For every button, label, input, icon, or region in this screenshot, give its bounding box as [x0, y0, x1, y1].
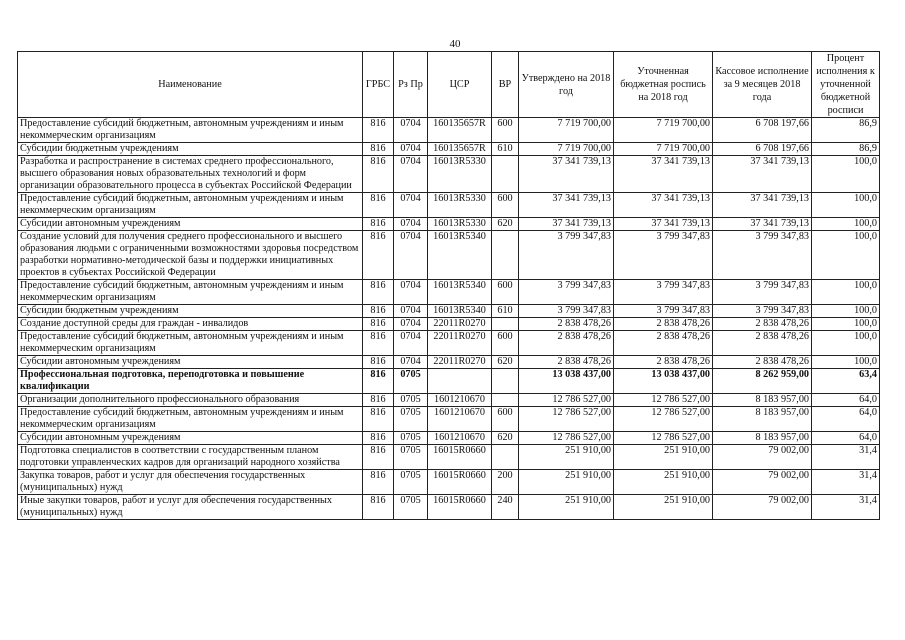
cell-refined: 12 786 527,00: [614, 407, 713, 432]
cell-cash: 3 799 347,83: [713, 305, 812, 318]
cell-csr: 22011R0270: [428, 318, 492, 331]
cell-name: Организации дополнительного профессионального образования: [18, 394, 363, 407]
cell-grbs: 816: [363, 470, 394, 495]
cell-grbs: 816: [363, 218, 394, 231]
col-header-vr: ВР: [492, 52, 519, 118]
table-row: [18, 445, 880, 470]
table-row: [18, 193, 880, 218]
table-row: [18, 143, 880, 156]
cell-name: Субсидии бюджетным учреждениям: [18, 305, 363, 318]
cell-approved: 3 799 347,83: [519, 305, 614, 318]
col-header-refined: Уточненная бюджетная роспись на 2018 год: [614, 52, 713, 118]
cell-cash: 3 799 347,83: [713, 231, 812, 280]
cell-rzpr: 0704: [394, 331, 428, 356]
cell-percent: 100,0: [812, 218, 880, 231]
cell-approved: 3 799 347,83: [519, 231, 614, 280]
cell-percent: 63,4: [812, 369, 880, 394]
cell-vr: 610: [492, 305, 519, 318]
cell-percent: 64,0: [812, 407, 880, 432]
col-header-name: Наименование: [18, 52, 363, 118]
table-row: [18, 231, 880, 280]
table-row: [18, 318, 880, 331]
cell-name: Создание условий для получения среднего профессионального и высшего образования людьми с ограниченными возможностями здоровья посредством разработки нормативно-методической базы и поддержки инициативных проектов в субъектах Российской Федерации: [18, 231, 363, 280]
cell-rzpr: 0705: [394, 394, 428, 407]
cell-grbs: 816: [363, 394, 394, 407]
cell-grbs: 816: [363, 193, 394, 218]
cell-cash: 6 708 197,66: [713, 143, 812, 156]
cell-cash: 8 262 959,00: [713, 369, 812, 394]
cell-cash: 2 838 478,26: [713, 331, 812, 356]
cell-approved: 12 786 527,00: [519, 432, 614, 445]
cell-cash: 37 341 739,13: [713, 218, 812, 231]
cell-csr: 16013R5340: [428, 231, 492, 280]
table-row: [18, 305, 880, 318]
cell-grbs: 816: [363, 369, 394, 394]
cell-vr: 600: [492, 407, 519, 432]
cell-rzpr: 0705: [394, 470, 428, 495]
cell-csr: 160135657R: [428, 143, 492, 156]
cell-grbs: 816: [363, 407, 394, 432]
cell-csr: 160135657R: [428, 118, 492, 143]
cell-approved: 251 910,00: [519, 495, 614, 520]
cell-refined: 251 910,00: [614, 495, 713, 520]
cell-refined: 3 799 347,83: [614, 280, 713, 305]
cell-cash: 8 183 957,00: [713, 407, 812, 432]
cell-vr: 600: [492, 193, 519, 218]
cell-percent: 100,0: [812, 356, 880, 369]
cell-approved: 37 341 739,13: [519, 156, 614, 193]
table-header: [18, 52, 880, 118]
cell-vr: [492, 318, 519, 331]
table-row: [18, 394, 880, 407]
cell-grbs: 816: [363, 445, 394, 470]
cell-csr: 16013R5340: [428, 280, 492, 305]
cell-approved: 12 786 527,00: [519, 407, 614, 432]
cell-rzpr: 0704: [394, 218, 428, 231]
cell-csr: [428, 369, 492, 394]
cell-vr: 600: [492, 118, 519, 143]
cell-grbs: 816: [363, 280, 394, 305]
cell-refined: 2 838 478,26: [614, 318, 713, 331]
cell-grbs: 816: [363, 432, 394, 445]
col-header-cash: Кассовое исполнение за 9 месяцев 2018 года: [713, 52, 812, 118]
cell-refined: 251 910,00: [614, 445, 713, 470]
cell-vr: 600: [492, 331, 519, 356]
cell-percent: 64,0: [812, 432, 880, 445]
col-header-percent: Процент исполнения к уточненной бюджетной росписи: [812, 52, 880, 118]
cell-grbs: 816: [363, 231, 394, 280]
cell-percent: 100,0: [812, 318, 880, 331]
cell-name: Предоставление субсидий бюджетным, автономным учреждениям и иным некоммерческим организациям: [18, 118, 363, 143]
cell-percent: 100,0: [812, 331, 880, 356]
cell-cash: 3 799 347,83: [713, 280, 812, 305]
table-row: [18, 118, 880, 143]
cell-grbs: 816: [363, 356, 394, 369]
cell-refined: 13 038 437,00: [614, 369, 713, 394]
cell-name: Субсидии автономным учреждениям: [18, 356, 363, 369]
cell-name: Предоставление субсидий бюджетным, автономным учреждениям и иным некоммерческим организациям: [18, 407, 363, 432]
cell-name: Предоставление субсидий бюджетным, автономным учреждениям и иным некоммерческим организациям: [18, 193, 363, 218]
cell-vr: 620: [492, 218, 519, 231]
table-row: [18, 156, 880, 193]
cell-vr: [492, 369, 519, 394]
cell-cash: 37 341 739,13: [713, 193, 812, 218]
cell-name: Подготовка специалистов в соответствии с государственным планом подготовки управленческих кадров для организаций народного хозяйства: [18, 445, 363, 470]
cell-percent: 100,0: [812, 193, 880, 218]
cell-refined: 3 799 347,83: [614, 305, 713, 318]
cell-approved: 2 838 478,26: [519, 356, 614, 369]
cell-cash: 79 002,00: [713, 445, 812, 470]
cell-approved: 2 838 478,26: [519, 331, 614, 356]
cell-approved: 3 799 347,83: [519, 280, 614, 305]
cell-refined: 7 719 700,00: [614, 143, 713, 156]
cell-vr: 600: [492, 280, 519, 305]
col-header-csr: ЦСР: [428, 52, 492, 118]
cell-rzpr: 0704: [394, 356, 428, 369]
cell-approved: 251 910,00: [519, 445, 614, 470]
cell-rzpr: 0704: [394, 318, 428, 331]
cell-rzpr: 0705: [394, 432, 428, 445]
col-header-rzpr: Рз Пр: [394, 52, 428, 118]
table-row: [18, 470, 880, 495]
cell-refined: 7 719 700,00: [614, 118, 713, 143]
table-row: [18, 495, 880, 520]
cell-name: Создание доступной среды для граждан - инвалидов: [18, 318, 363, 331]
cell-refined: 2 838 478,26: [614, 331, 713, 356]
cell-percent: 100,0: [812, 305, 880, 318]
cell-name: Предоставление субсидий бюджетным, автономным учреждениям и иным некоммерческим организациям: [18, 280, 363, 305]
cell-rzpr: 0705: [394, 495, 428, 520]
cell-rzpr: 0705: [394, 369, 428, 394]
cell-vr: 610: [492, 143, 519, 156]
cell-approved: 7 719 700,00: [519, 143, 614, 156]
cell-name: Предоставление субсидий бюджетным, автономным учреждениям и иным некоммерческим организациям: [18, 331, 363, 356]
cell-refined: 37 341 739,13: [614, 218, 713, 231]
cell-grbs: 816: [363, 156, 394, 193]
cell-grbs: 816: [363, 331, 394, 356]
cell-rzpr: 0704: [394, 231, 428, 280]
cell-csr: 16015R0660: [428, 495, 492, 520]
cell-rzpr: 0704: [394, 280, 428, 305]
cell-rzpr: 0704: [394, 118, 428, 143]
cell-percent: 86,9: [812, 118, 880, 143]
cell-approved: 12 786 527,00: [519, 394, 614, 407]
cell-vr: 620: [492, 432, 519, 445]
cell-rzpr: 0705: [394, 445, 428, 470]
cell-cash: 6 708 197,66: [713, 118, 812, 143]
cell-percent: 64,0: [812, 394, 880, 407]
cell-csr: 22011R0270: [428, 356, 492, 369]
table-row: [18, 407, 880, 432]
cell-rzpr: 0704: [394, 305, 428, 318]
cell-refined: 37 341 739,13: [614, 193, 713, 218]
cell-grbs: 816: [363, 318, 394, 331]
cell-percent: 31,4: [812, 495, 880, 520]
cell-rzpr: 0704: [394, 156, 428, 193]
cell-cash: 79 002,00: [713, 495, 812, 520]
cell-approved: 13 038 437,00: [519, 369, 614, 394]
cell-vr: [492, 445, 519, 470]
cell-csr: 1601210670: [428, 432, 492, 445]
page-number: 40: [449, 38, 461, 50]
cell-rzpr: 0704: [394, 193, 428, 218]
cell-approved: 37 341 739,13: [519, 193, 614, 218]
table-body: [18, 118, 880, 520]
cell-csr: 16013R5330: [428, 193, 492, 218]
table-row: [18, 331, 880, 356]
table-row: [18, 280, 880, 305]
cell-grbs: 816: [363, 305, 394, 318]
cell-cash: 2 838 478,26: [713, 318, 812, 331]
cell-grbs: 816: [363, 143, 394, 156]
table-row: [18, 369, 880, 394]
cell-percent: 86,9: [812, 143, 880, 156]
cell-name: Субсидии бюджетным учреждениям: [18, 143, 363, 156]
col-header-grbs: ГРБС: [363, 52, 394, 118]
cell-name: Профессиональная подготовка, переподготовка и повышение квалификации: [18, 369, 363, 394]
budget-execution-table: [17, 51, 880, 520]
cell-cash: 8 183 957,00: [713, 432, 812, 445]
cell-cash: 79 002,00: [713, 470, 812, 495]
cell-name: Субсидии автономным учреждениям: [18, 432, 363, 445]
table-row: [18, 356, 880, 369]
cell-vr: [492, 394, 519, 407]
cell-csr: 1601210670: [428, 394, 492, 407]
cell-cash: 8 183 957,00: [713, 394, 812, 407]
cell-csr: 16015R0660: [428, 470, 492, 495]
cell-rzpr: 0705: [394, 407, 428, 432]
cell-csr: 16013R5330: [428, 156, 492, 193]
cell-csr: 1601210670: [428, 407, 492, 432]
cell-vr: 200: [492, 470, 519, 495]
cell-name: Иные закупки товаров, работ и услуг для обеспечения государственных (муниципальных) нужд: [18, 495, 363, 520]
cell-vr: [492, 156, 519, 193]
cell-csr: 16015R0660: [428, 445, 492, 470]
cell-cash: 37 341 739,13: [713, 156, 812, 193]
cell-approved: 2 838 478,26: [519, 318, 614, 331]
cell-percent: 31,4: [812, 445, 880, 470]
cell-vr: 620: [492, 356, 519, 369]
cell-csr: 16013R5340: [428, 305, 492, 318]
cell-percent: 100,0: [812, 156, 880, 193]
cell-refined: 37 341 739,13: [614, 156, 713, 193]
cell-name: Разработка и распространение в системах среднего профессионального, высшего образования новых образовательных технологий и форм организации образовательного процесса в субъектах Российской Федерации: [18, 156, 363, 193]
cell-approved: 251 910,00: [519, 470, 614, 495]
col-header-approved: Утверждено на 2018 год: [519, 52, 614, 118]
cell-approved: 37 341 739,13: [519, 218, 614, 231]
cell-vr: [492, 231, 519, 280]
cell-refined: 3 799 347,83: [614, 231, 713, 280]
cell-name: Закупка товаров, работ и услуг для обеспечения государственных (муниципальных) нужд: [18, 470, 363, 495]
cell-refined: 251 910,00: [614, 470, 713, 495]
cell-refined: 2 838 478,26: [614, 356, 713, 369]
table-row: [18, 218, 880, 231]
cell-csr: 16013R5330: [428, 218, 492, 231]
cell-vr: 240: [492, 495, 519, 520]
cell-approved: 7 719 700,00: [519, 118, 614, 143]
cell-grbs: 816: [363, 118, 394, 143]
cell-refined: 12 786 527,00: [614, 432, 713, 445]
cell-rzpr: 0704: [394, 143, 428, 156]
cell-refined: 12 786 527,00: [614, 394, 713, 407]
cell-csr: 22011R0270: [428, 331, 492, 356]
cell-percent: 100,0: [812, 231, 880, 280]
cell-grbs: 816: [363, 495, 394, 520]
cell-name: Субсидии автономным учреждениям: [18, 218, 363, 231]
cell-cash: 2 838 478,26: [713, 356, 812, 369]
table-row: [18, 432, 880, 445]
cell-percent: 100,0: [812, 280, 880, 305]
cell-percent: 31,4: [812, 470, 880, 495]
